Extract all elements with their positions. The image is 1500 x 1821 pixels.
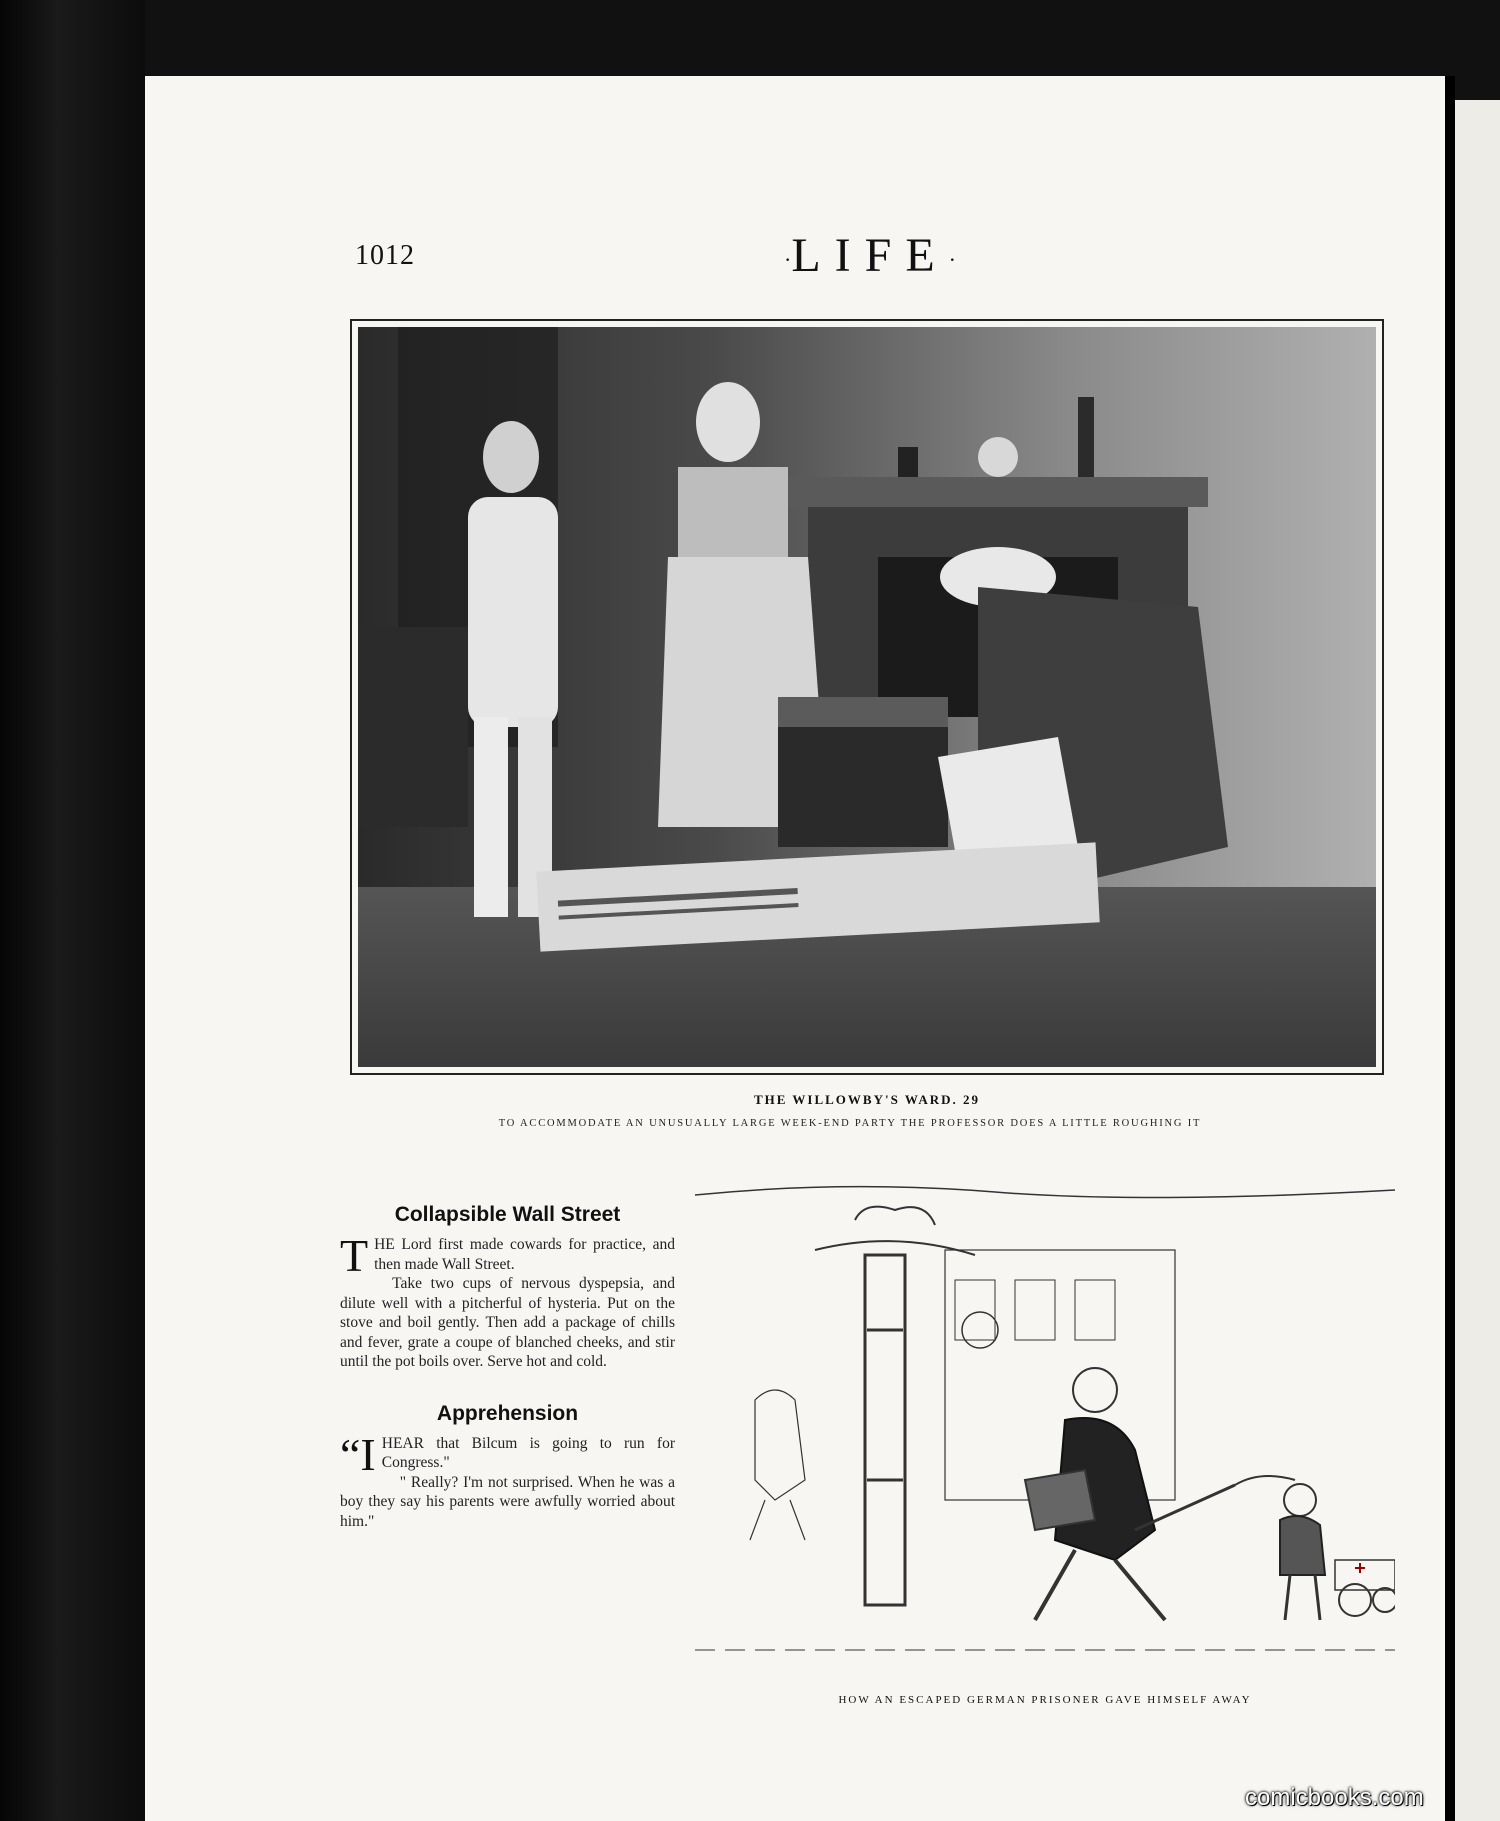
article-paragraph-text: HEAR that Bilcum is going to run for Congress." [381, 1434, 675, 1471]
article-paragraph [340, 1230, 675, 1281]
photograph-willowbys-ward [358, 327, 1376, 1067]
page-gutter [1445, 76, 1455, 1821]
scan-background-left [0, 0, 145, 1821]
article-paragraph [340, 1428, 675, 1480]
dropcap: T [340, 1230, 369, 1281]
article-paragraph-text: HE Lord first made cowards for practice, and then made Wall Street. [374, 1236, 675, 1273]
masthead-dot-right: · [948, 246, 956, 272]
article-collapsible-wall-street [340, 1203, 675, 1372]
photo-caption-subtitle: TO ACCOMMODATE AN UNUSUALLY LARGE WEEK-END PARTY THE PROFESSOR DOES A LITTLE ROUGHING IT [498, 1118, 1202, 1129]
photograph-illustration [358, 327, 1376, 1067]
adjacent-page-edge [1455, 100, 1500, 1821]
masthead [770, 228, 970, 283]
masthead-title: LIFE [791, 229, 949, 282]
cartoon-drawing [695, 1180, 1395, 1685]
article-title: Collapsible Wall Street [394, 1203, 621, 1226]
cartoon-caption: HOW AN ESCAPED GERMAN PRISONER GAVE HIMSELF AWAY [838, 1694, 1252, 1706]
watermark: comicbooks.com [1245, 1784, 1424, 1811]
article-title: Apprehension [436, 1401, 579, 1425]
text-column [340, 1203, 675, 1531]
dropcap: “I [340, 1428, 376, 1480]
cartoon-illustration [695, 1180, 1395, 1685]
article-paragraph: " Really? I'm not surprised. When he was a boy they say his parents were awfully worried about him." [340, 1473, 675, 1530]
page-number: 1012 [355, 240, 415, 271]
article-paragraph: Take two cups of nervous dyspepsia, and dilute well with a pitcherful of hysteria. Put on the stove and boil gently. Then add a package of chills and fever, grate a coupe of blanched cheeks, and stir until the pot boils over. Serve hot and cold. [340, 1275, 675, 1370]
masthead-dot-left: · [784, 246, 792, 272]
photo-caption-title: THE WILLOWBY'S WARD. 29 [753, 1092, 981, 1107]
article-apprehension [340, 1402, 675, 1532]
photo-frame [350, 319, 1384, 1075]
